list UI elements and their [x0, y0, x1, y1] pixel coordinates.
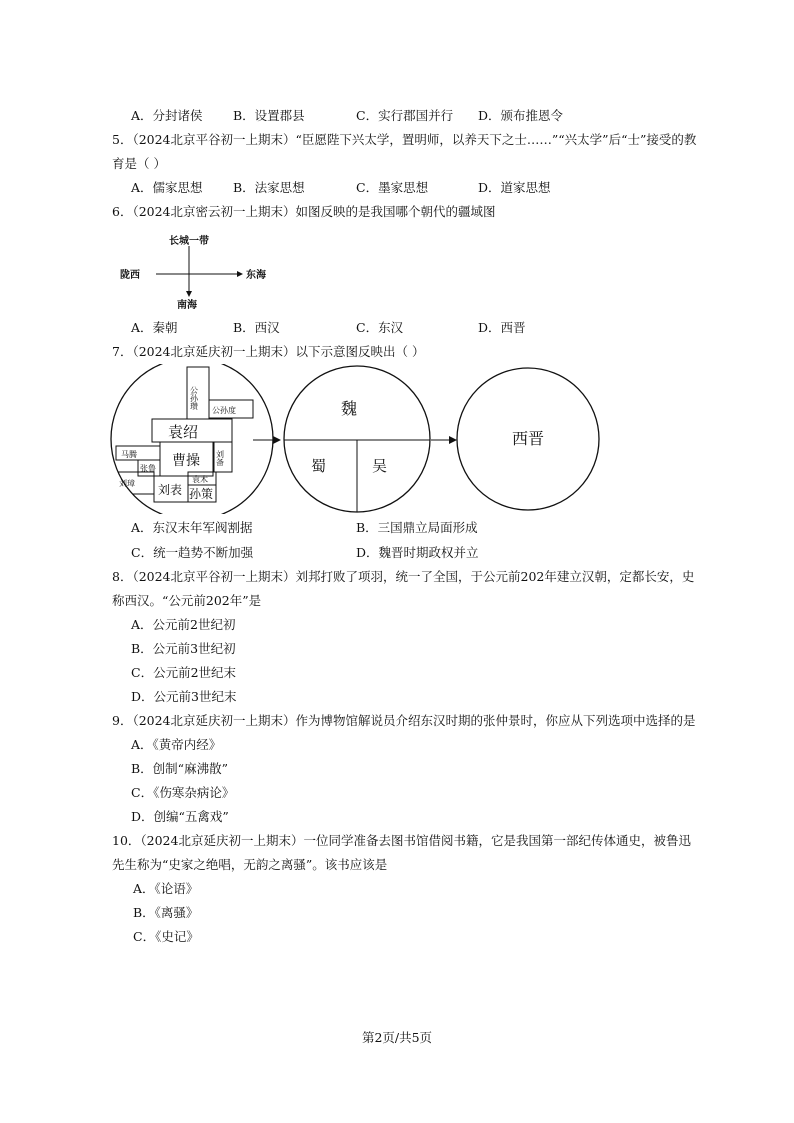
q5-option-d: D．道家思想: [478, 180, 551, 195]
warlord-liubiao: 刘表: [158, 483, 183, 497]
q6-option-c: C．东汉: [356, 320, 404, 335]
period-diagram: [110, 364, 610, 514]
map-label-east: 东海: [246, 270, 266, 281]
q4-option-d: D．颁布推恩令: [478, 108, 564, 123]
state-shu: 蜀: [311, 457, 327, 475]
q7-option-a: A．东汉末年军阀割据: [131, 520, 253, 535]
q4-option-a: A．分封诸侯: [131, 108, 203, 123]
q9-option-b: B．创制“麻沸散”: [131, 761, 228, 776]
q9-option-d: D．创编“五禽戏”: [131, 809, 229, 824]
q8-stem-line2: 称西汉。“公元前202年”是: [112, 593, 262, 608]
dynasty-xijin: 西晋: [512, 429, 545, 448]
q7-stem: 7．（2024北京延庆初一上期末）以下示意图反映出（ ）: [112, 344, 425, 359]
q5-option-b: B．法家思想: [233, 180, 305, 195]
q5-stem-line2: 育是（ ）: [112, 156, 166, 171]
q10-option-c: C．《史记》: [133, 929, 199, 944]
warlord-mateng: 马腾: [121, 450, 137, 459]
q6-stem: 6．（2024北京密云初一上期末）如图反映的是我国哪个朝代的疆域图: [112, 204, 496, 219]
state-wu: 吴: [372, 457, 388, 475]
q9-option-c: C．《伤寒杂病论》: [131, 785, 235, 800]
q9-option-a: A．《黄帝内经》: [131, 737, 222, 752]
q8-option-b: B．公元前3世纪初: [131, 641, 236, 656]
q10-stem-line2: 先生称为“史家之绝唱，无韵之离骚”。该书应该是: [112, 857, 388, 872]
q7-option-c: C．统一趋势不断加强: [131, 545, 254, 560]
q10-option-a: A．《论语》: [133, 881, 199, 896]
warlord-liuzhang: 刘璋: [119, 479, 135, 488]
q9-stem: 9．（2024北京延庆初一上期末）作为博物馆解说员介绍东汉时期的张仲景时，你应从下列选项中选择的是: [112, 713, 696, 728]
q4-option-c: C．实行郡国并行: [356, 108, 454, 123]
warlord-yuanshao: 袁绍: [168, 423, 199, 441]
q8-stem-line1: 8．（2024北京平谷初一上期末）刘邦打败了项羽，统一了全国，于公元前202年建立汉朝，定都长安，史: [112, 569, 695, 584]
q8-option-c: C．公元前2世纪末: [131, 665, 237, 680]
map-label-south: 南海: [177, 300, 197, 311]
warlord-gongsunzan: 公孙瓒: [189, 386, 199, 410]
q10-option-b: B．《离骚》: [133, 905, 199, 920]
q5-stem-line1: 5．（2024北京平谷初一上期末）“臣愿陛下兴太学，置明师，以养天下之士……”“兴太学”后“士”接受的教: [112, 132, 697, 147]
warlord-yuanshu: 袁术: [192, 475, 208, 484]
warlord-sunce: 孙策: [189, 487, 214, 501]
q7-option-b: B．三国鼎立局面形成: [356, 520, 478, 535]
q5-option-c: C．墨家思想: [356, 180, 429, 195]
page-footer: 第2页/共5页: [361, 1030, 433, 1045]
map-label-north: 长城一带: [169, 236, 209, 247]
q7-option-d: D．魏晋时期政权并立: [356, 545, 479, 560]
warlord-gongsundu: 公孙度: [212, 406, 236, 415]
q8-option-d: D．公元前3世纪末: [131, 689, 237, 704]
q8-option-a: A．公元前2世纪初: [131, 617, 236, 632]
warlord-zhanglu: 张鲁: [140, 464, 156, 473]
map-label-west: 陇西: [120, 270, 140, 281]
q5-option-a: A．儒家思想: [131, 180, 203, 195]
territory-diagram: [114, 232, 284, 314]
warlord-caocao: 曹操: [172, 453, 200, 469]
q4-option-b: B．设置郡县: [233, 108, 305, 123]
q6-option-b: B．西汉: [233, 320, 280, 335]
state-wei: 魏: [341, 399, 358, 418]
q6-option-d: D．西晋: [478, 320, 526, 335]
q6-option-a: A．秦朝: [131, 320, 178, 335]
q10-stem-line1: 10．（2024北京延庆初一上期末）一位同学准备去图书馆借阅书籍，它是我国第一部纪传体通史，被鲁迅: [112, 833, 691, 848]
warlord-liubei: 刘备: [215, 450, 225, 466]
